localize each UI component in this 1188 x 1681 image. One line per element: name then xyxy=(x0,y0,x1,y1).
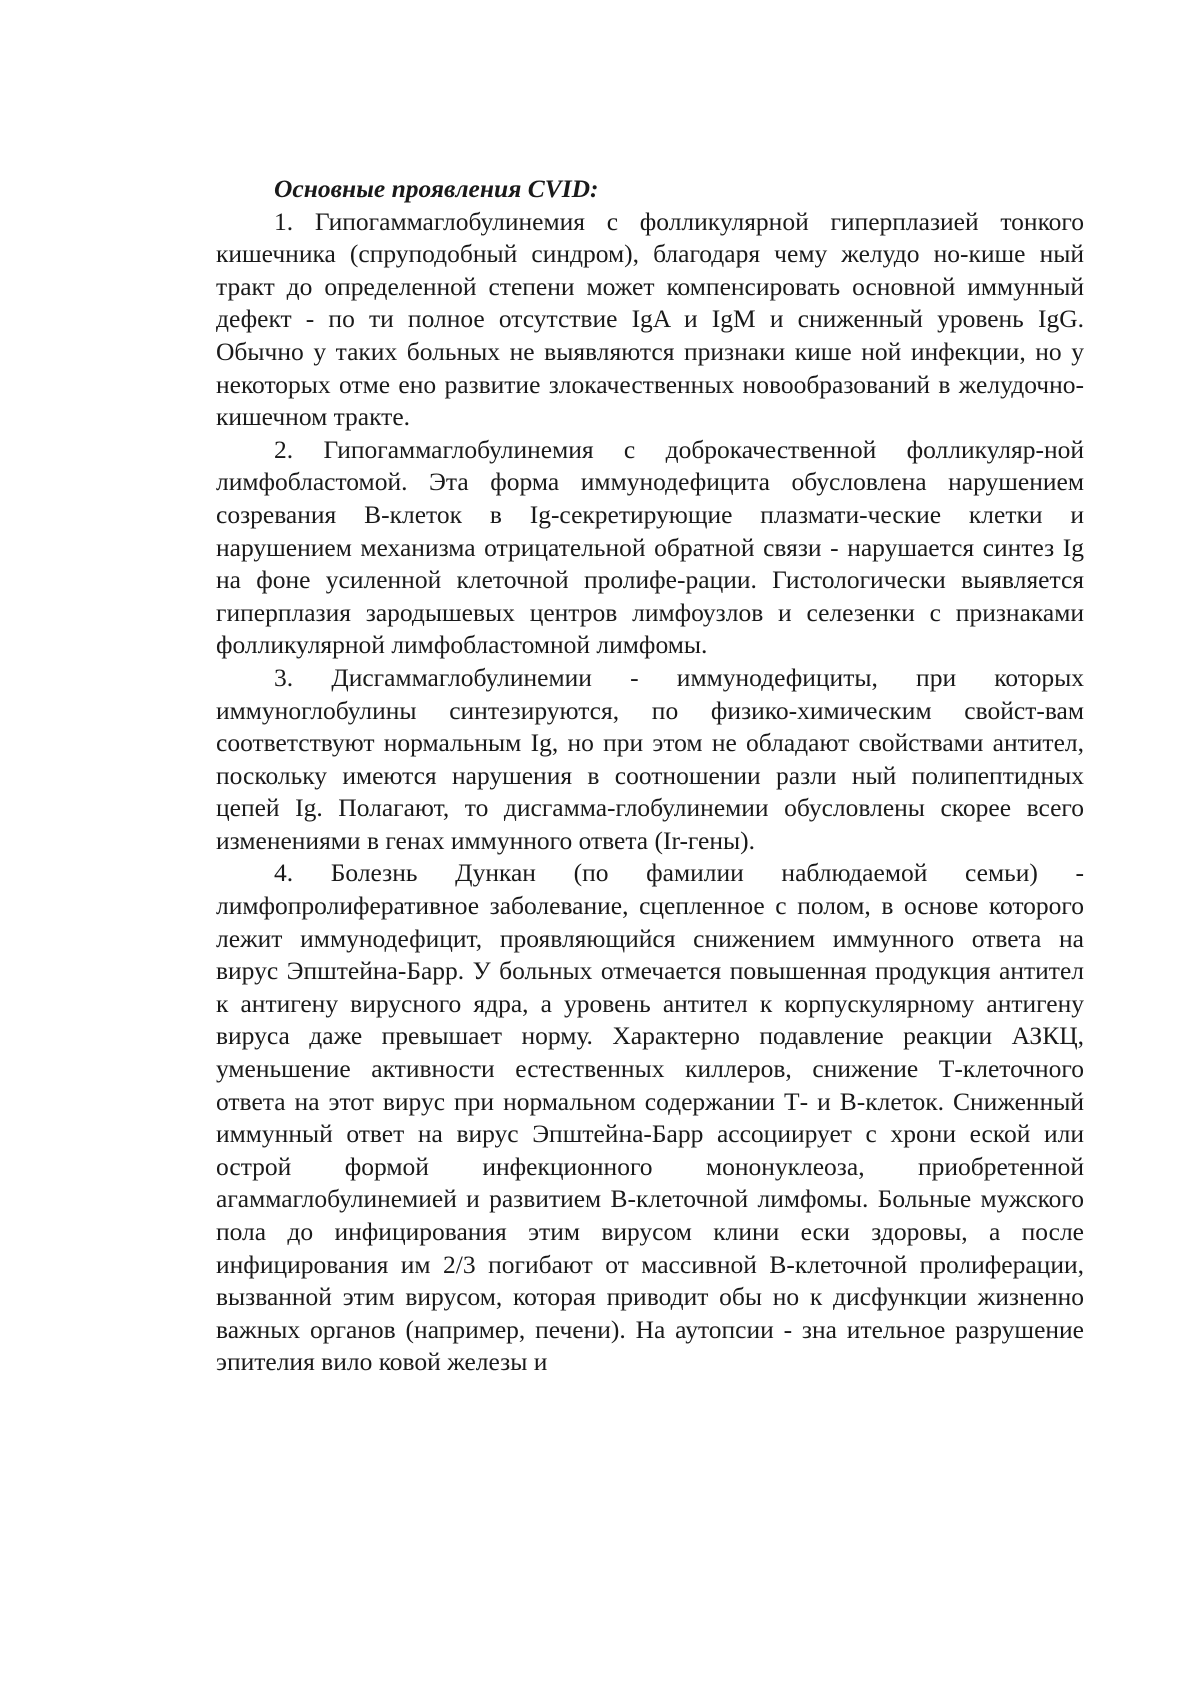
paragraph-3: 3. Дисгаммаглобулинемии - иммунодефициты, при которых иммуноглобулины синтезируются, по физико-химическим свойст-вам соответствуют нормальным Ig, но при этом не обладают свойствами антител, поскольку имеются нарушения в соотношении разли ный полипептидных цепей Ig. Полагают, то дисгамма-глобулинемии обусловлены скорее всего изменениями в генах иммунного ответа (Ir-гены). xyxy=(216,662,1084,855)
paragraph-4: 4. Болезнь Дункан (по фамилии наблюдаемой семьи) - лимфопролиферативное заболевание, сцепленное с полом, в основе которого лежит иммунодефицит, проявляющийся снижением иммунного ответа на вирус Эпштейна-Барр. У больных отмечается повышенная продукция антител к антигену вирусного ядра, а уровень антител к корпускулярному антигену вируса даже превышает норму. Характерно подавление реакции АЗКЦ, уменьшение активности естественных киллеров, снижение Т-клеточного ответа на этот вирус при нормальном содержании Т- и В-клеток. Сниженный иммунный ответ на вирус Эпштейна-Барр ассоциирует с хрони еской или острой формой инфекционного мононуклеоза, приобретенной агаммаглобулинемией и развитием В-клеточной лимфомы. Больные мужского пола до инфицирования этим вирусом клини ески здоровы, а после инфицирования им 2/3 погибают от массивной В-клеточной пролиферации, вызванной этим вирусом, которая приводит обы но к дисфункции жизненно важных органов (например, печени). На аутопсии - зна ительное разрушение эпителия вило ковой железы и xyxy=(216,858,1084,1377)
paragraph-2: 2. Гипогаммаглобулинемия с доброкачественной фолликуляр-ной лимфобластомой. Эта форма иммунодефицита обусловлена нарушением созревания В-клеток в Ig-секретирующие плазмати-ческие клетки и нарушением механизма отрицательной обратной связи - нарушается синтез Ig на фоне усиленной клеточной пролифе-рации. Гистологически выявляется гиперплазия зародышевых центров лимфоузлов и селезенки с признаками фолликулярной лимфобластомной лимфомы. xyxy=(216,434,1084,660)
paragraph-1: 1. Гипогаммаглобулинемия с фолликулярной гиперплазией тонкого кишечника (спруподобный синдром), благодаря чему желудо но-кише ный тракт до определенной степени может компенсировать основной иммунный дефект - по ти полное отсутствие IgA и IgM и сниженный уровень IgG. Обычно у таких больных не выявляются признаки кише ной инфекции, но у некоторых отме ено развитие злокачественных новообразований в желудочно-кишечном тракте. xyxy=(216,206,1084,432)
section-heading: Основные проявления CVID: xyxy=(274,174,599,203)
document-body xyxy=(216,173,1084,1379)
